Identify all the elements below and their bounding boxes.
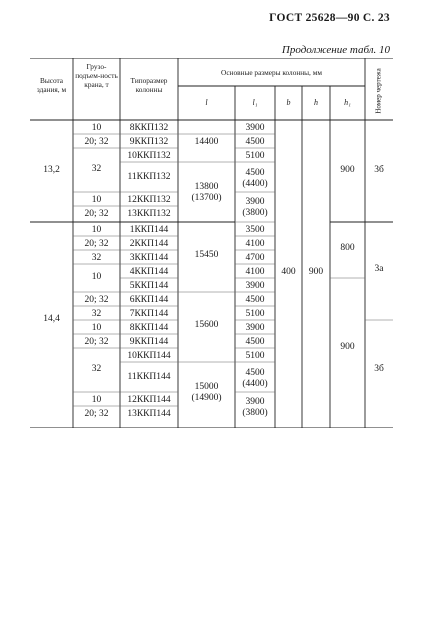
size-cell: 9ККП132: [129, 137, 169, 147]
b-cell: 400: [281, 267, 296, 277]
drawing-cell: 3б: [374, 165, 384, 175]
size-cell: 13ККП132: [127, 209, 171, 219]
h1-cell: 900: [340, 165, 355, 175]
header-dims-group: Основные размеры колонны, мм: [221, 68, 322, 77]
size-cell: 8ККП132: [129, 123, 169, 133]
l-cell: 15000 (14900): [191, 382, 222, 403]
size-cell: 5ККП144: [129, 281, 169, 291]
size-cell: 2ККП144: [129, 239, 169, 249]
l-cell: 15450: [194, 250, 219, 260]
l-cell: 13800 (13700): [191, 182, 222, 203]
header-l: l: [205, 98, 208, 107]
size-cell: 12ККП144: [127, 395, 171, 405]
capacity-cell: 10: [91, 272, 102, 282]
capacity-cell: 20; 32: [84, 409, 109, 419]
l1-cell: 5100: [245, 151, 265, 161]
size-cell: 4ККП144: [129, 267, 169, 277]
drawing-cell: 3а: [374, 264, 384, 274]
size-cell: 7ККП144: [129, 309, 169, 319]
l1-cell: 4500: [245, 137, 265, 147]
l1-cell: 3900 (3800): [242, 197, 268, 218]
capacity-cell: 32: [91, 164, 102, 174]
h1-cell: 900: [340, 342, 355, 352]
size-cell: 8ККП144: [129, 323, 169, 333]
size-cell: 11ККП144: [127, 372, 171, 382]
l1-cell: 3900 (3800): [242, 397, 268, 418]
capacity-cell: 20; 32: [84, 137, 109, 147]
dimensions-table: [30, 58, 393, 428]
l1-cell: 3900: [245, 323, 265, 333]
header-drawing: [365, 66, 393, 116]
l1-cell: 3500: [245, 225, 265, 235]
size-cell: 1ККП144: [129, 225, 169, 235]
size-cell: 9ККП144: [129, 337, 169, 347]
header-size: Типоразмер колонны: [130, 76, 168, 94]
l-cell: 14400: [194, 137, 219, 147]
l-cell: 15600: [194, 320, 219, 330]
capacity-cell: 20; 32: [84, 239, 109, 249]
h-cell: 900: [308, 267, 324, 277]
capacity-cell: 10: [91, 195, 102, 205]
size-cell: 10ККП132: [127, 151, 171, 161]
size-cell: 6ККП144: [129, 295, 169, 305]
capacity-cell: 10: [91, 123, 102, 133]
table-continuation-label: Продолжение табл. 10: [281, 44, 390, 56]
header-h1: h₁: [344, 98, 351, 107]
capacity-cell: 32: [91, 309, 102, 319]
drawing-cell: 3б: [374, 364, 384, 374]
l1-cell: 5100: [245, 309, 265, 319]
l1-cell: 3900: [245, 281, 265, 291]
header-b: b: [286, 98, 291, 107]
l1-cell: 4700: [245, 253, 265, 263]
l1-cell: 3900: [245, 123, 265, 133]
l1-cell: 5100: [245, 351, 265, 361]
l1-cell: 4500: [245, 295, 265, 305]
header-height: Высота здания, м: [36, 76, 67, 94]
header-drawing-label: Номер чертежа: [374, 68, 383, 114]
capacity-cell: 20; 32: [84, 209, 109, 219]
l1-cell: 4500 (4400): [242, 168, 268, 189]
l1-cell: 4500 (4400): [242, 368, 268, 389]
header-capacity: Грузо-подъем-ность крана, т: [75, 62, 118, 89]
capacity-cell: 20; 32: [84, 337, 109, 347]
size-cell: 10ККП144: [127, 351, 171, 361]
height-cell: 13,2: [43, 165, 60, 175]
size-cell: 12ККП132: [127, 195, 171, 205]
capacity-cell: 10: [91, 323, 102, 333]
capacity-cell: 10: [91, 395, 102, 405]
l1-cell: 4100: [245, 239, 265, 249]
l1-cell: 4500: [245, 337, 265, 347]
capacity-cell: 20; 32: [84, 295, 109, 305]
page-header: ГОСТ 25628—90 С. 23: [269, 12, 390, 24]
height-cell: 14,4: [43, 314, 60, 324]
l1-cell: 4100: [245, 267, 265, 277]
size-cell: 3ККП144: [129, 253, 169, 263]
capacity-cell: 32: [91, 253, 102, 263]
header-l1: l₁: [252, 98, 258, 107]
capacity-cell: 10: [91, 225, 102, 235]
capacity-cell: 32: [91, 364, 102, 374]
size-cell: 11ККП132: [127, 172, 171, 182]
size-cell: 13ККП144: [127, 409, 171, 419]
h1-cell: 800: [340, 243, 355, 253]
header-h: h: [314, 98, 318, 107]
